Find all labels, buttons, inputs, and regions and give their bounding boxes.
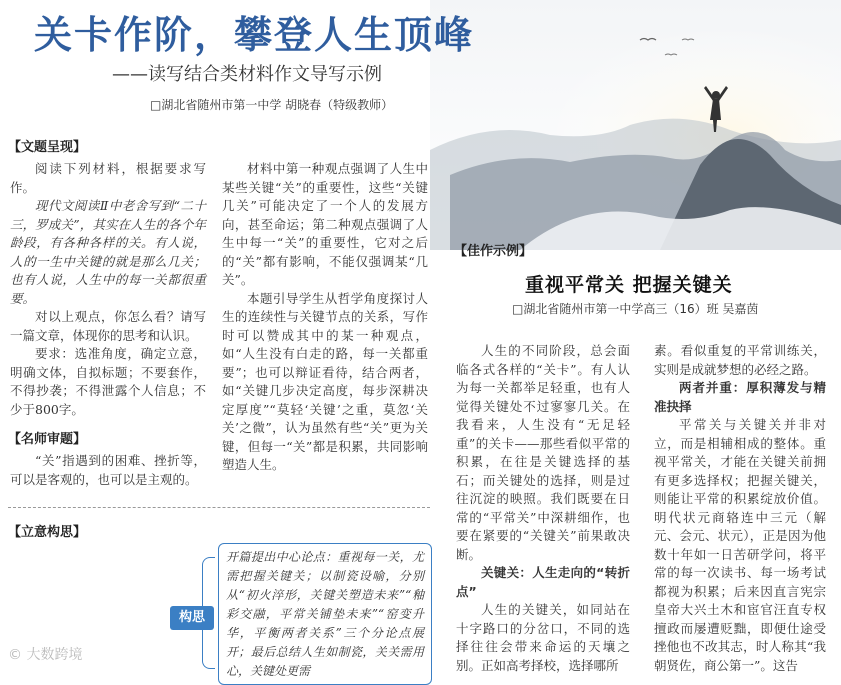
example-heading: 【佳作示例】 [454,244,533,259]
idea-heading: 【立意构思】 [8,525,87,540]
essay-column-2 [654,342,826,675]
hero-illustration [430,0,841,250]
task-heading: 【文题呈现】 [8,140,87,155]
task-paragraph: 现代文阅读Ⅱ中老舍写到“二十三，罗成关”，其实在人生的各个年龄段，有各种各样的关。有人说，人的一生中关键的就是那么几关；也有人说，人生中的每一关都很重要。 [10,198,206,306]
essay-title: 重视平常关 把握关键关 [525,274,733,296]
essay-paragraph: 人生的不同阶段，总会面临各式各样的“关卡”。有人认为每一关都举足轻重，也有人觉得关键处不过寥寥几关。在我看来，人生没有“无足轻重”的关卡——那些看似平常的积累，在往是关键选择的基石；而关键处的选择，则是过往沉淀的映照。我们既要在日常的“平常关”中深耕细作，也要在紧要的“关键关”前果敢决断。 [456,343,630,562]
section-divider [8,507,430,508]
task-paragraph: 阅读下列材料，根据要求写作。 [10,161,206,195]
page-subtitle: ——读写结合类材料作文导写示例 [112,64,382,85]
essay-column-1 [456,342,630,675]
idea-box-text: 开篇提出中心论点：重视每一关，尤需把握关键关；以制瓷设喻，分别从“初火淬形，关键关塑造未来”“釉彩交融，平常关铺垫未来”“窑变升华，平衡两者关系”三个分论点展开；最后总结人生如制瓷，关关需用心，关键处更需 [226,550,424,678]
task-text [10,160,206,419]
essay-subheading: 两者并重：厚积薄发与精准抉择 [654,380,826,414]
essay-subheading: 关键关：人生走向的“转折点” [456,565,630,599]
essay-paragraph: 素。看似重复的平常训练关，实则是成就梦想的必经之路。 [654,343,826,377]
essay-paragraph: 平常关与关键关并非对立，而是相辅相成的整体。重视平常关，才能在关键关前拥有更多选择权；把握关键关，则能让平常的积累绽放价值。明代状元商辂连中三元（解元、会元、状元），正是因为他数十年如一日苦研学问，将平常的每一次读书、每一场考试都视为积累；后来因直言宪宗皇帝大兴土木和宦官汪直专权擅政而屡遭贬黜，即便仕途受挫他也不改其志，时人称其“我朝贤佐，商公第一”。这告 [654,417,826,673]
task-paragraph: 要求：选准角度，确定立意，明确文体，自拟标题；不要套作，不得抄袭；不得泄露个人信息；不少于800字。 [10,346,206,417]
watermark [8,644,82,664]
analysis-paragraph: 本题引导学生从哲学角度探讨人生的连续性与关键节点的关系，写作时可以赞成其中的某一种观点，如“人生没有白走的路，每一关都重要”；也可以辩证看待，结合两者，如“关键几步决定高度，每步深耕决定厚度”“莫轻‘关键’之重，莫忽‘关关’之微”，认为虽然有些“关”更为关键，但每一“关”都是积累，共同影响塑造人生。 [222,290,428,472]
essay-paragraph: 人生的关键关，如同站在十字路口的分岔口，不同的选择往往会带来命运的天壤之别。正如高考择校，选择哪所 [456,602,630,673]
review-heading: 【名师审题】 [8,432,87,447]
page-title: 关卡作阶，攀登人生顶峰 [34,13,475,57]
essay-author: □湖北省随州市第一中学高三（16）班 吴嘉茵 [512,302,759,316]
review-paragraph: “关”指遇到的困难、挫折等，可以是客观的，也可以是主观的。 [10,453,206,487]
analysis-text [222,160,428,475]
task-paragraph: 对以上观点，你怎么看？请写一篇文章，体现你的思考和认识。 [10,309,206,343]
watermark-text: 大数跨境 [26,647,83,663]
watermark-logo-icon: © [8,647,22,663]
author-line: □湖北省随州市第一中学 胡晓春（特级教师） [150,98,394,112]
review-text [10,452,206,489]
idea-label: 构思 [170,606,214,630]
analysis-paragraph: 材料中第一种观点强调了人生中某些关键“关”的重要性，这些“关键几关”可能决定了一个人的发展方向，甚至命运；第二种观点强调了人生中每一“关”的重要性，它对之后的“关”都有影响，不能仅强调某“几关”。 [222,161,428,287]
